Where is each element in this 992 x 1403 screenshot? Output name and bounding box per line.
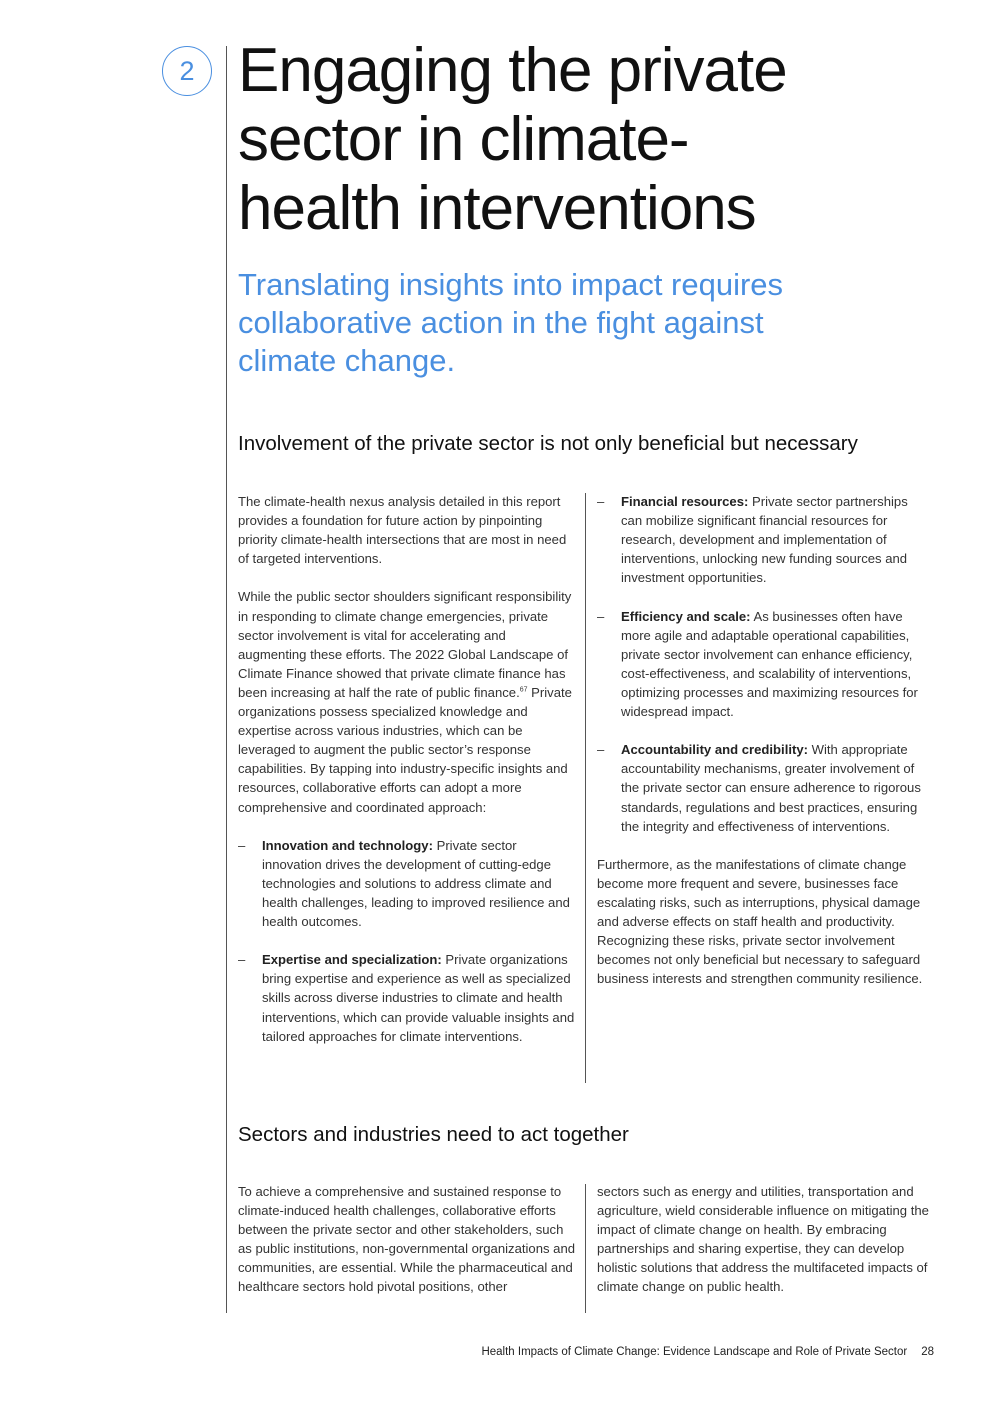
list-item-title: Efficiency and scale: — [621, 608, 751, 624]
public-sector-paragraph: While the public sector shoulders significant responsibility in responding to climate change emergencies, private sector involvement is vital for accelerating and augmenting these efforts. The 2022 Global Landscape of Climate Finance showed that private climate finance has been increasing at half the rate of public finance.$^{67}$ Private organizations possess specialized knowledge and expertise across various industries, which can be leveraged to augment the public sector’s response capabilities. By tapping into industry-specific insights and resources, collaborative efforts can adopt a more comprehensive and coordinated approach: — [238, 589, 572, 815]
subtitle-line: Translating insights into impact requires — [238, 267, 784, 302]
subtitle-line: collaborative action in the fight against — [238, 305, 764, 340]
section1-right-column — [597, 492, 932, 1008]
sectors-paragraph-left: To achieve a comprehensive and sustained response to climate-induced health challenges, collaborative efforts between the private sector and other stakeholders, such as public institutions, non-governmental organizations and communities, are essential. While the pharmaceutical and healthcare sectors hold pivotal positions, other — [238, 1184, 576, 1295]
risk-paragraph: Furthermore, as the manifestations of climate change become more frequent and severe, businesses face escalating risks, such as interruptions, physical damage and adverse effects on staff health and productivity. Recognizing these risks, private sector involvement becomes not only beneficial but necessary to safeguard business interests and strengthen community resilience. — [597, 856, 923, 987]
section-heading-private-sector: Involvement of the private sector is not only beneficial but necessary — [238, 432, 858, 455]
dash-bullet: – — [597, 494, 605, 509]
list-item — [238, 836, 576, 931]
benefits-list-right — [597, 492, 932, 836]
subtitle-line: climate change. — [238, 343, 456, 378]
title-line: health interventions — [238, 174, 756, 243]
sectors-paragraph-right: sectors such as energy and utilities, transportation and agriculture, wield considerable influence on mitigating the impact of climate change on health. By embracing partnerships and sharing expertise, they can develop holistic solutions that address the multifaceted impacts of climate change on public health. — [597, 1184, 929, 1295]
margin-rule — [226, 46, 227, 1313]
page-subtitle — [238, 266, 878, 380]
footer-report-title: Health Impacts of Climate Change: — [481, 1346, 660, 1358]
list-item — [238, 950, 576, 1045]
page-footer — [481, 1346, 934, 1358]
title-line: sector in climate- — [238, 105, 689, 174]
list-item-text: As businesses often have more agile and adaptable operational capabilities, private sector involvement can enhance efficiency, cost-effectiveness, and scalability of interventions, optimizing processes and maximizing resources for widespread impact. — [621, 608, 918, 720]
list-item-title: Innovation and technology: — [262, 837, 433, 853]
dash-bullet: – — [238, 837, 246, 853]
list-item-text: With appropriate accountability mechanisms, greater involvement of the private sector can ensure adherence to rigorous standards, regulations and best practices, ensuring the integrity and effectiveness of interventions. — [621, 742, 921, 834]
list-item-text: Private sector partnerships can mobilize significant financial resources for research, development and implementation of interventions, unlocking new funding sources and investment opportunities. — [621, 494, 908, 586]
chapter-number: 2 — [179, 55, 195, 86]
page-number: 28 — [921, 1346, 934, 1358]
section1-left-column — [238, 492, 576, 1065]
section2-right-column — [597, 1182, 932, 1316]
list-item-title: Financial resources: — [621, 494, 749, 509]
title-line: Engaging the private — [238, 36, 787, 105]
list-item-text: Private sector innovation drives the development of cutting-edge technologies and solutions to address climate and health challenges, leading to improved resilience and health outcomes. — [262, 837, 570, 930]
section-heading-sectors: Sectors and industries need to act together — [238, 1123, 629, 1146]
list-item — [597, 492, 932, 587]
dash-bullet: – — [597, 608, 605, 624]
list-item-text: Private organizations bring expertise and experience as well as specialized skills across diverse industries to climate and health interventions, which can provide valuable insights and tailored approaches for climate interventions. — [262, 952, 575, 1044]
list-item — [597, 740, 932, 835]
benefits-list-left — [238, 836, 576, 1046]
list-item — [597, 607, 932, 722]
footnote-ref: 67 — [519, 686, 528, 694]
dash-bullet: – — [597, 742, 605, 758]
chapter-number-badge — [162, 46, 212, 96]
column-divider — [585, 493, 586, 1083]
column-divider — [585, 1184, 586, 1313]
intro-paragraph: The climate-health nexus analysis detailed in this report provides a foundation for future action by pinpointing priority climate-health intersections that are most in need of targeted interventions. — [238, 494, 567, 567]
section2-left-column — [238, 1182, 576, 1316]
footer-report-subtitle: Evidence Landscape and Role of Private Sector — [659, 1346, 908, 1358]
list-item-title: Expertise and specialization: — [262, 952, 442, 968]
list-item-title: Accountability and credibility: — [621, 742, 808, 758]
page-title — [238, 36, 938, 243]
dash-bullet: – — [238, 952, 246, 968]
